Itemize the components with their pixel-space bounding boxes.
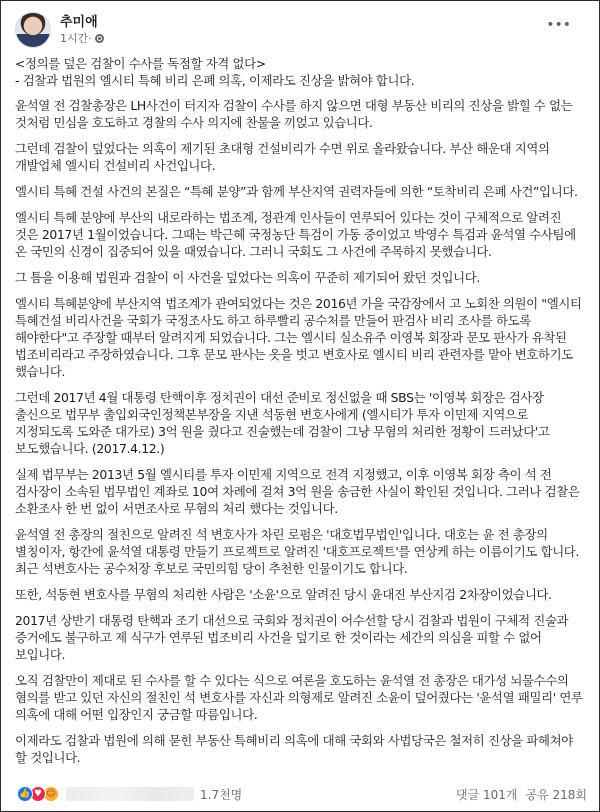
- paragraph: 엘시티 특혜 분양에 부산의 내로라하는 법조계, 정관계 인사들이 연루되어 있다는 것이 구체적으로 알려진 것은 2017년 1월이었습니다. 그때는 박근혜 국정농단 특검이 가동 중이었고 박영수 특검과 윤석열 수사팀에 온 국민의 신경이 집중되어 있을 때였습니다. 그러니 국회도 그 사건에 주목하지 못했습니다.: [15, 210, 576, 259]
- post-header: [1, 1, 599, 53]
- post-body: [1, 53, 599, 766]
- paragraph: 이제라도 검찰과 법원에 의해 묻힌 부동산 특혜비리 의혹에 대해 국회와 사법당국은 철저히 진상을 파헤쳐야 할 것입니다.: [15, 733, 573, 765]
- paragraph: 오직 검찰만이 제대로 된 수사를 할 수 있다는 식으로 여론을 호도하는 윤석열 전 총장은 대가성 뇌물수수의 혐의를 받고 있던 자신의 절친인 석 변호사를 자신과 의형제로 알려진 소윤이 덮어줬다는 '윤석열 패밀리' 연루 의혹에 대해 어떤 입장인지 궁금할 따름입니다.: [15, 673, 583, 722]
- post-time[interactable]: 1시간: [60, 31, 89, 45]
- paragraph: 엘시티 특혜분양에 부산지역 법조계가 관여되었다는 것은 2016년 가을 국감장에서 고 노회찬 의원이 "엘시티 특혜건설 비리사건을 국회가 국정조사도 하고 하루빨리 공수처를 만들어 판검사 비리 조사를 하도록 해야한다"고 주장할 때부터 알려지게 되었습니다. 그는 엘시티 실소유주 이영복 회장과 문모 판사가 유착된 법조비리라고 주장하였습니다. 그후 문모 판사는 옷을 벗고 변호사로 엘시티 비리 관련자를 맡아 변호하기도 했습니다.: [15, 296, 582, 379]
- like-icon: 👍: [17, 786, 33, 802]
- comment-count[interactable]: 댓글 101개: [456, 787, 518, 802]
- post-title: [15, 55, 587, 89]
- paragraph: 실제 법무부는 2013년 5월 엘시티를 투자 이민제 지역으로 전격 지정했고, 이후 이영복 회장 측이 석 전 검사장이 소속된 법무법인 계좌로 10여 차례에 걸쳐 3억 원을 송금한 사실이 확인된 것입니다. 그러나 검찰은 소환조사 한 번 없이 서면조사로 무혐의 처리 했다는 것입니다.: [15, 467, 580, 516]
- subtitle-line: - 검찰과 법원의 엘시티 특혜 비리 은폐 의혹, 이제라도 진상을 밝혀야 합니다.: [15, 73, 415, 88]
- paragraph: 엘시티 특혜 건설 사건의 본질은 “특혜 분양”과 함께 부산지역 권력자들에 의한 “토착비리 은폐 사건”입니다.: [15, 184, 578, 199]
- reactions-summary[interactable]: [17, 786, 56, 802]
- paragraph: 그 틈을 이용해 법원과 검찰이 이 사건을 덮었다는 의혹이 꾸준히 제기되어 왔던 것입니다.: [15, 270, 480, 285]
- paragraph: 윤석열 전 총장의 절친으로 알려진 석 변호사가 차린 로펌은 '대호법무법인'입니다. 대호는 윤 전 총장의 별칭이자, 항간에 윤석열 대통령 만들기 프로젝트로 알려진 '대호프로젝트'를 연상케 하는 이름이기도 합니다. 최근 석변호사는 공수처장 후보로 국민의힘 당이 추천한 인물이기도 합니다.: [15, 527, 580, 576]
- author-name[interactable]: 추미애: [60, 14, 98, 30]
- post-stats: [456, 786, 587, 803]
- paragraph: 그런데 검찰이 덮었다는 의혹이 제기된 초대형 건설비리가 수면 위로 올라왔습니다. 부산 해운대 지역의 개발업체 엘시티 건설비리 사건입니다.: [15, 141, 550, 173]
- reaction-count[interactable]: 1.7천명: [200, 787, 243, 802]
- paragraph: 2017년 상반기 대통령 탄핵과 조기 대선으로 국회와 정치권이 어수선할 당시 검찰과 법원이 구체적 진술과 증거에도 불구하고 제 식구가 연루된 법조비리 사건을 덮기로 한 것이라는 세간의 의심을 피할 수 없어 보입니다.: [15, 613, 569, 662]
- post-meta: [60, 15, 104, 46]
- author-avatar[interactable]: [15, 12, 51, 48]
- post-footer: [1, 777, 599, 811]
- timestamp-row: [60, 32, 104, 46]
- more-options-icon[interactable]: •••: [546, 17, 571, 33]
- love-icon: ♥: [30, 786, 46, 802]
- paragraph: 그런데 2017년 4월 대통령 탄핵이후 정치권이 대선 준비로 정신없을 때 SBS는 '이영복 회장은 검사장 출신으로 법무부 출입외국인정책본부장을 지낸 석동현 변호사에게 (엘시티가 투자 이민제 지역으로 지정되도록 도와준 대가로) 3억 원을 줬다고 진술했는데 검찰이 그냥 무혐의 처리한 정황이 드러났다'고 보도했습니다. (2017.4.12.): [15, 390, 550, 456]
- care-icon: ☺: [43, 786, 59, 802]
- paragraph: 또한, 석동현 변호사를 무혐의 처리한 사람은 '소윤'으로 알려진 당시 윤대진 부산지검 2차장이었습니다.: [15, 587, 552, 602]
- paragraph: 윤석열 전 검찰총장은 LH사건이 터지자 검찰이 수사를 하지 않으면 대형 부동산 비리의 진상을 밝힐 수 없는 것처럼 민심을 호도하고 경찰의 수사 의지에 찬물을 끼얹고 있습니다.: [15, 98, 573, 130]
- share-count[interactable]: 공유 218회: [525, 787, 587, 802]
- blurred-reactor-names: [66, 787, 194, 801]
- globe-icon: [95, 34, 104, 43]
- title-line: <정의를 덮은 검찰이 수사를 독점할 자격 없다>: [15, 56, 266, 71]
- time-separator: ·: [88, 31, 92, 45]
